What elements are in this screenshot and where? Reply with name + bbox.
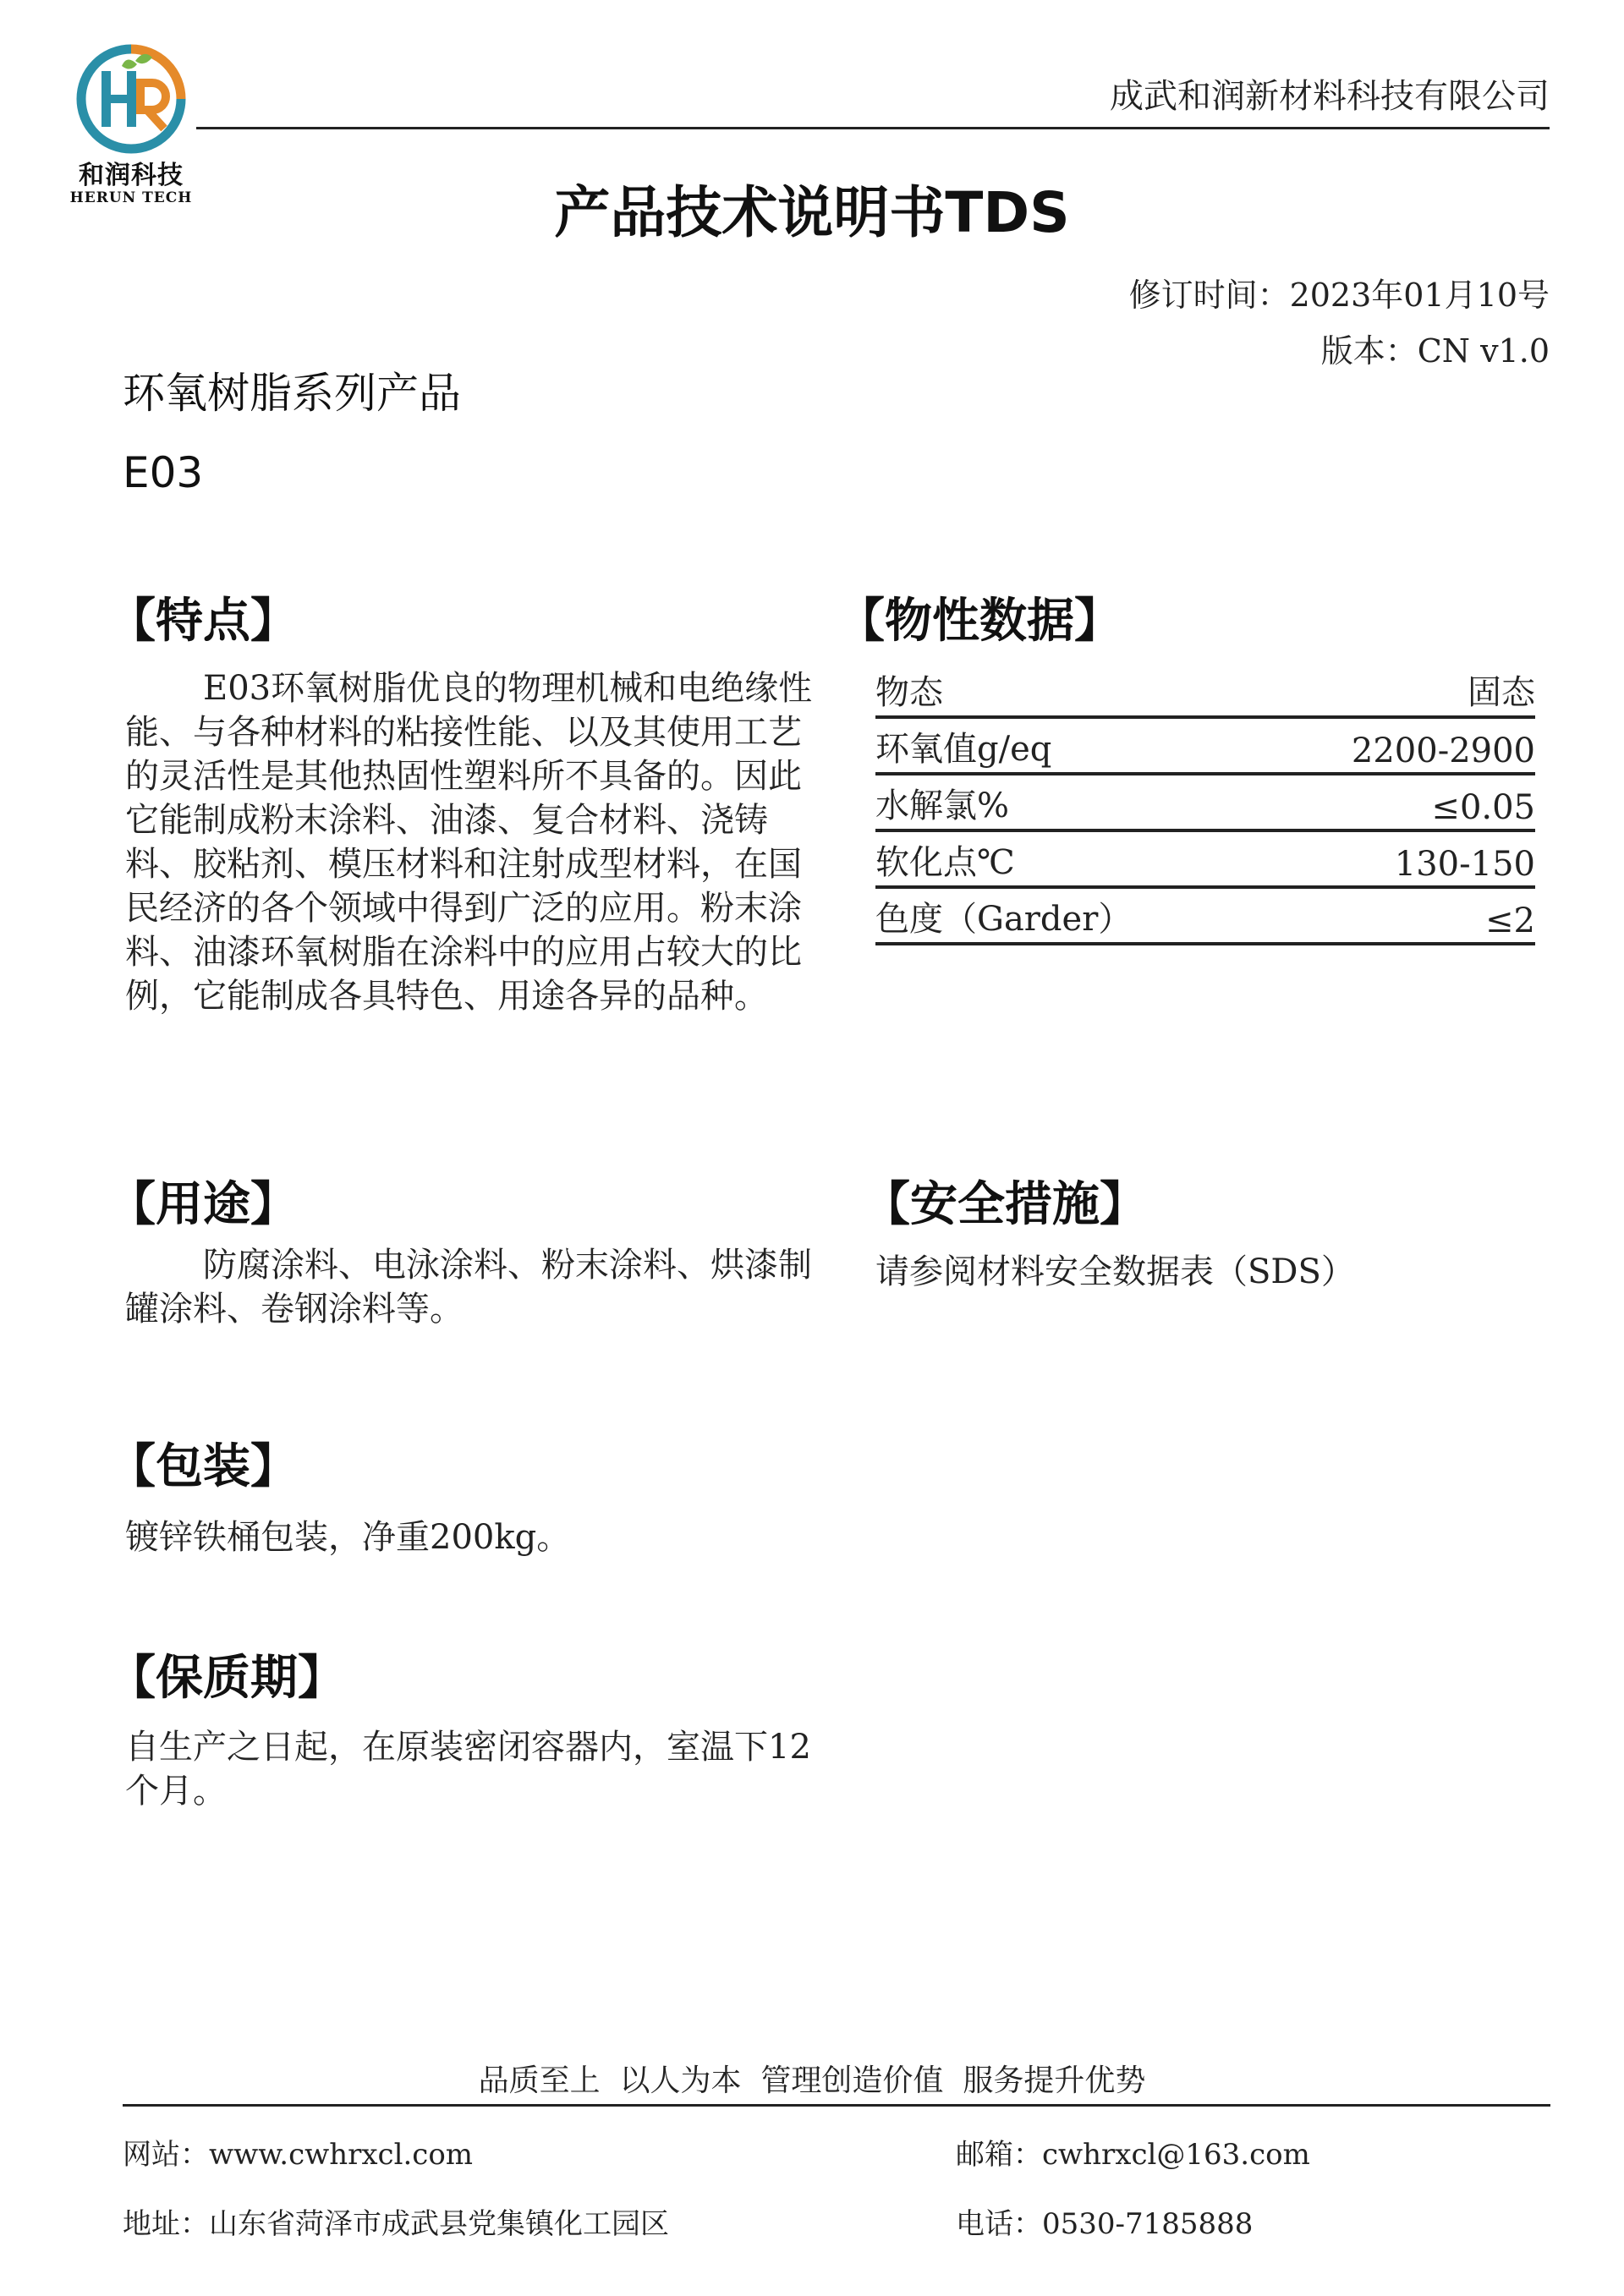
product-series: 环氧树脂系列产品 bbox=[123, 369, 461, 418]
company-name: 成武和润新材料科技有限公司 bbox=[1110, 77, 1550, 116]
version-label: 版本：CN v1.0 bbox=[1320, 332, 1550, 370]
properties-table bbox=[875, 665, 1535, 945]
properties-heading: 【物性数据】 bbox=[837, 594, 1122, 649]
document-title: 产品技术说明书TDS bbox=[554, 180, 1070, 245]
property-name: 色度（Garder） bbox=[875, 900, 1133, 939]
property-row bbox=[875, 665, 1535, 719]
footer-address: 地址：山东省菏泽市成武县党集镇化工园区 bbox=[123, 2207, 669, 2241]
features-heading: 【特点】 bbox=[108, 594, 298, 649]
property-name: 物态 bbox=[875, 673, 943, 712]
property-value: 130-150 bbox=[1394, 845, 1535, 884]
property-row bbox=[875, 835, 1535, 889]
shelf-life-heading: 【保质期】 bbox=[108, 1651, 345, 1706]
product-model: E03 bbox=[123, 448, 204, 497]
property-name: 软化点℃ bbox=[875, 843, 1015, 882]
features-text: E03环氧树脂优良的物理机械和电绝缘性能、与各种材料的粘接性能、以及其使用工艺的灵活性是其他热固性塑料所不具备的。因此它能制成粉末涂料、油漆、复合材料、浇铸料、胶粘剂、模压材料和注射成型材料，在国民经济的各个领域中得到广泛的应用。粉末涂料、油漆环氧树脂在涂料中的应用占较大的比例，它能制成各具特色、用途各异的品种。 bbox=[125, 669, 813, 1016]
footer-divider bbox=[123, 2104, 1550, 2107]
packaging-heading: 【包装】 bbox=[108, 1439, 298, 1494]
shelf-life-text: 自生产之日起，在原装密闭容器内，室温下12个月。 bbox=[125, 1728, 811, 1811]
revision-date: 修订时间：2023年01月10号 bbox=[1128, 277, 1550, 314]
safety-heading: 【安全措施】 bbox=[863, 1177, 1147, 1232]
property-row bbox=[875, 891, 1535, 945]
packaging-text: 镀锌铁桶包装，净重200kg。 bbox=[125, 1518, 571, 1557]
property-name: 环氧值g/eq bbox=[875, 730, 1052, 769]
footer-phone: 电话：0530-7185888 bbox=[956, 2207, 1254, 2241]
property-value: ≤0.05 bbox=[1431, 788, 1535, 827]
property-value: ≤2 bbox=[1485, 901, 1535, 940]
footer-website: 网站：www.cwhrxcl.com bbox=[123, 2138, 474, 2172]
property-name: 水解氯% bbox=[875, 786, 1010, 825]
usage-text: 防腐涂料、电泳涂料、粉末涂料、烘漆制罐涂料、卷钢涂料等。 bbox=[125, 1246, 812, 1329]
logo-text-cn: 和润科技 bbox=[79, 161, 184, 190]
footer-email: 邮箱：cwhrxcl@163.com bbox=[956, 2138, 1310, 2172]
property-row bbox=[875, 778, 1535, 832]
property-row bbox=[875, 721, 1535, 775]
footer-slogan: 品质至上 以人为本 管理创造价值 服务提升优势 bbox=[478, 2063, 1146, 2098]
usage-heading: 【用途】 bbox=[108, 1177, 298, 1232]
property-value: 2200-2900 bbox=[1351, 732, 1535, 770]
herun-logo-icon bbox=[73, 41, 189, 157]
logo-text-en: HERUN TECH bbox=[69, 189, 193, 206]
header-divider bbox=[196, 127, 1550, 129]
property-value: 固态 bbox=[1468, 673, 1535, 712]
safety-text: 请参阅材料安全数据表（SDS） bbox=[875, 1252, 1355, 1291]
